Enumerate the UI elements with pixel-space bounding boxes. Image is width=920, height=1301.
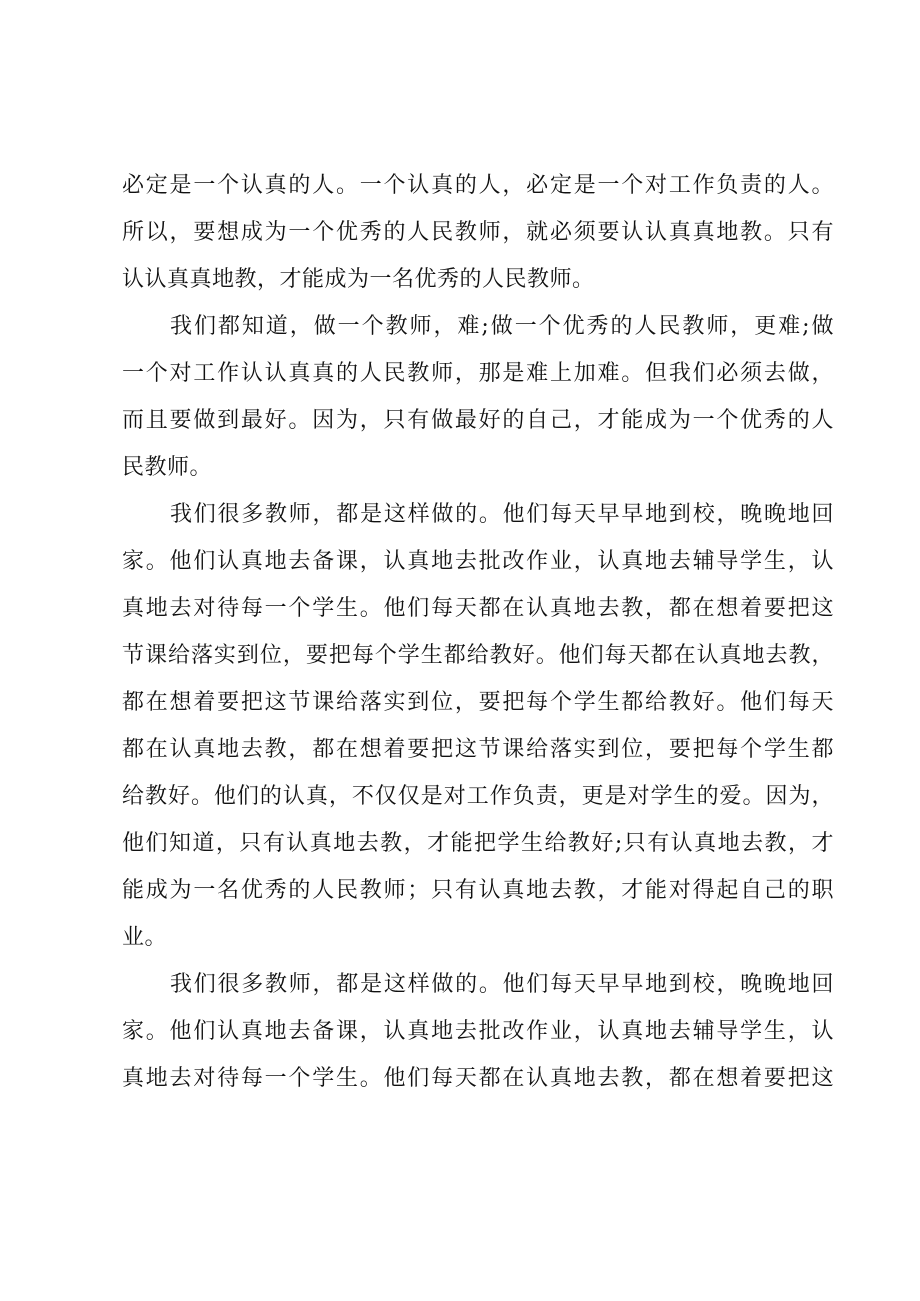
text-line: 家。他们认真地去备课，认真地去批改作业，认真地去辅导学生，认 [122, 1019, 834, 1044]
text-line: 都在认真地去教，都在想着要把这节课给落实到位，要把每个学生都 [122, 737, 834, 762]
text-line: 他们知道，只有认真地去教，才能把学生给教好;只有认真地去教，才 [122, 831, 834, 856]
text-line: 真地去对待每一个学生。他们每天都在认真地去教，都在想着要把这 [122, 1066, 834, 1091]
text-line: 家。他们认真地去备课，认真地去批改作业，认真地去辅导学生，认 [122, 549, 834, 574]
text-line: 能成为一名优秀的人民教师；只有认真地去教，才能对得起自己的职 [122, 878, 834, 903]
text-line: 所以，要想成为一个优秀的人民教师，就必须要认认真真地教。只有 [122, 220, 834, 245]
text-line: 都在想着要把这节课给落实到位，要把每个学生都给教好。他们每天 [122, 690, 834, 715]
text-line: 给教好。他们的认真，不仅仅是对工作负责，更是对学生的爱。因为， [122, 784, 834, 809]
text-line: 民教师。 [122, 455, 213, 480]
document-body [122, 162, 834, 1102]
text-line: 认认真真地教，才能成为一名优秀的人民教师。 [122, 267, 595, 292]
text-line: 一个对工作认认真真的人民教师，那是难上加难。但我们必须去做， [122, 361, 834, 386]
text-line: 我们很多教师，都是这样做的。他们每天早早地到校，晚晚地回 [170, 502, 834, 527]
text-line: 我们很多教师，都是这样做的。他们每天早早地到校，晚晚地回 [170, 972, 834, 997]
text-line: 业。 [122, 925, 168, 950]
text-line: 真地去对待每一个学生。他们每天都在认真地去教，都在想着要把这 [122, 596, 834, 621]
text-line: 必定是一个认真的人。一个认真的人，必定是一个对工作负责的人。 [122, 173, 834, 198]
text-line: 我们都知道，做一个教师，难;做一个优秀的人民教师，更难;做 [170, 314, 834, 339]
text-line: 节课给落实到位，要把每个学生都给教好。他们每天都在认真地去教， [122, 643, 834, 668]
text-line: 而且要做到最好。因为，只有做最好的自己，才能成为一个优秀的人 [122, 408, 834, 433]
